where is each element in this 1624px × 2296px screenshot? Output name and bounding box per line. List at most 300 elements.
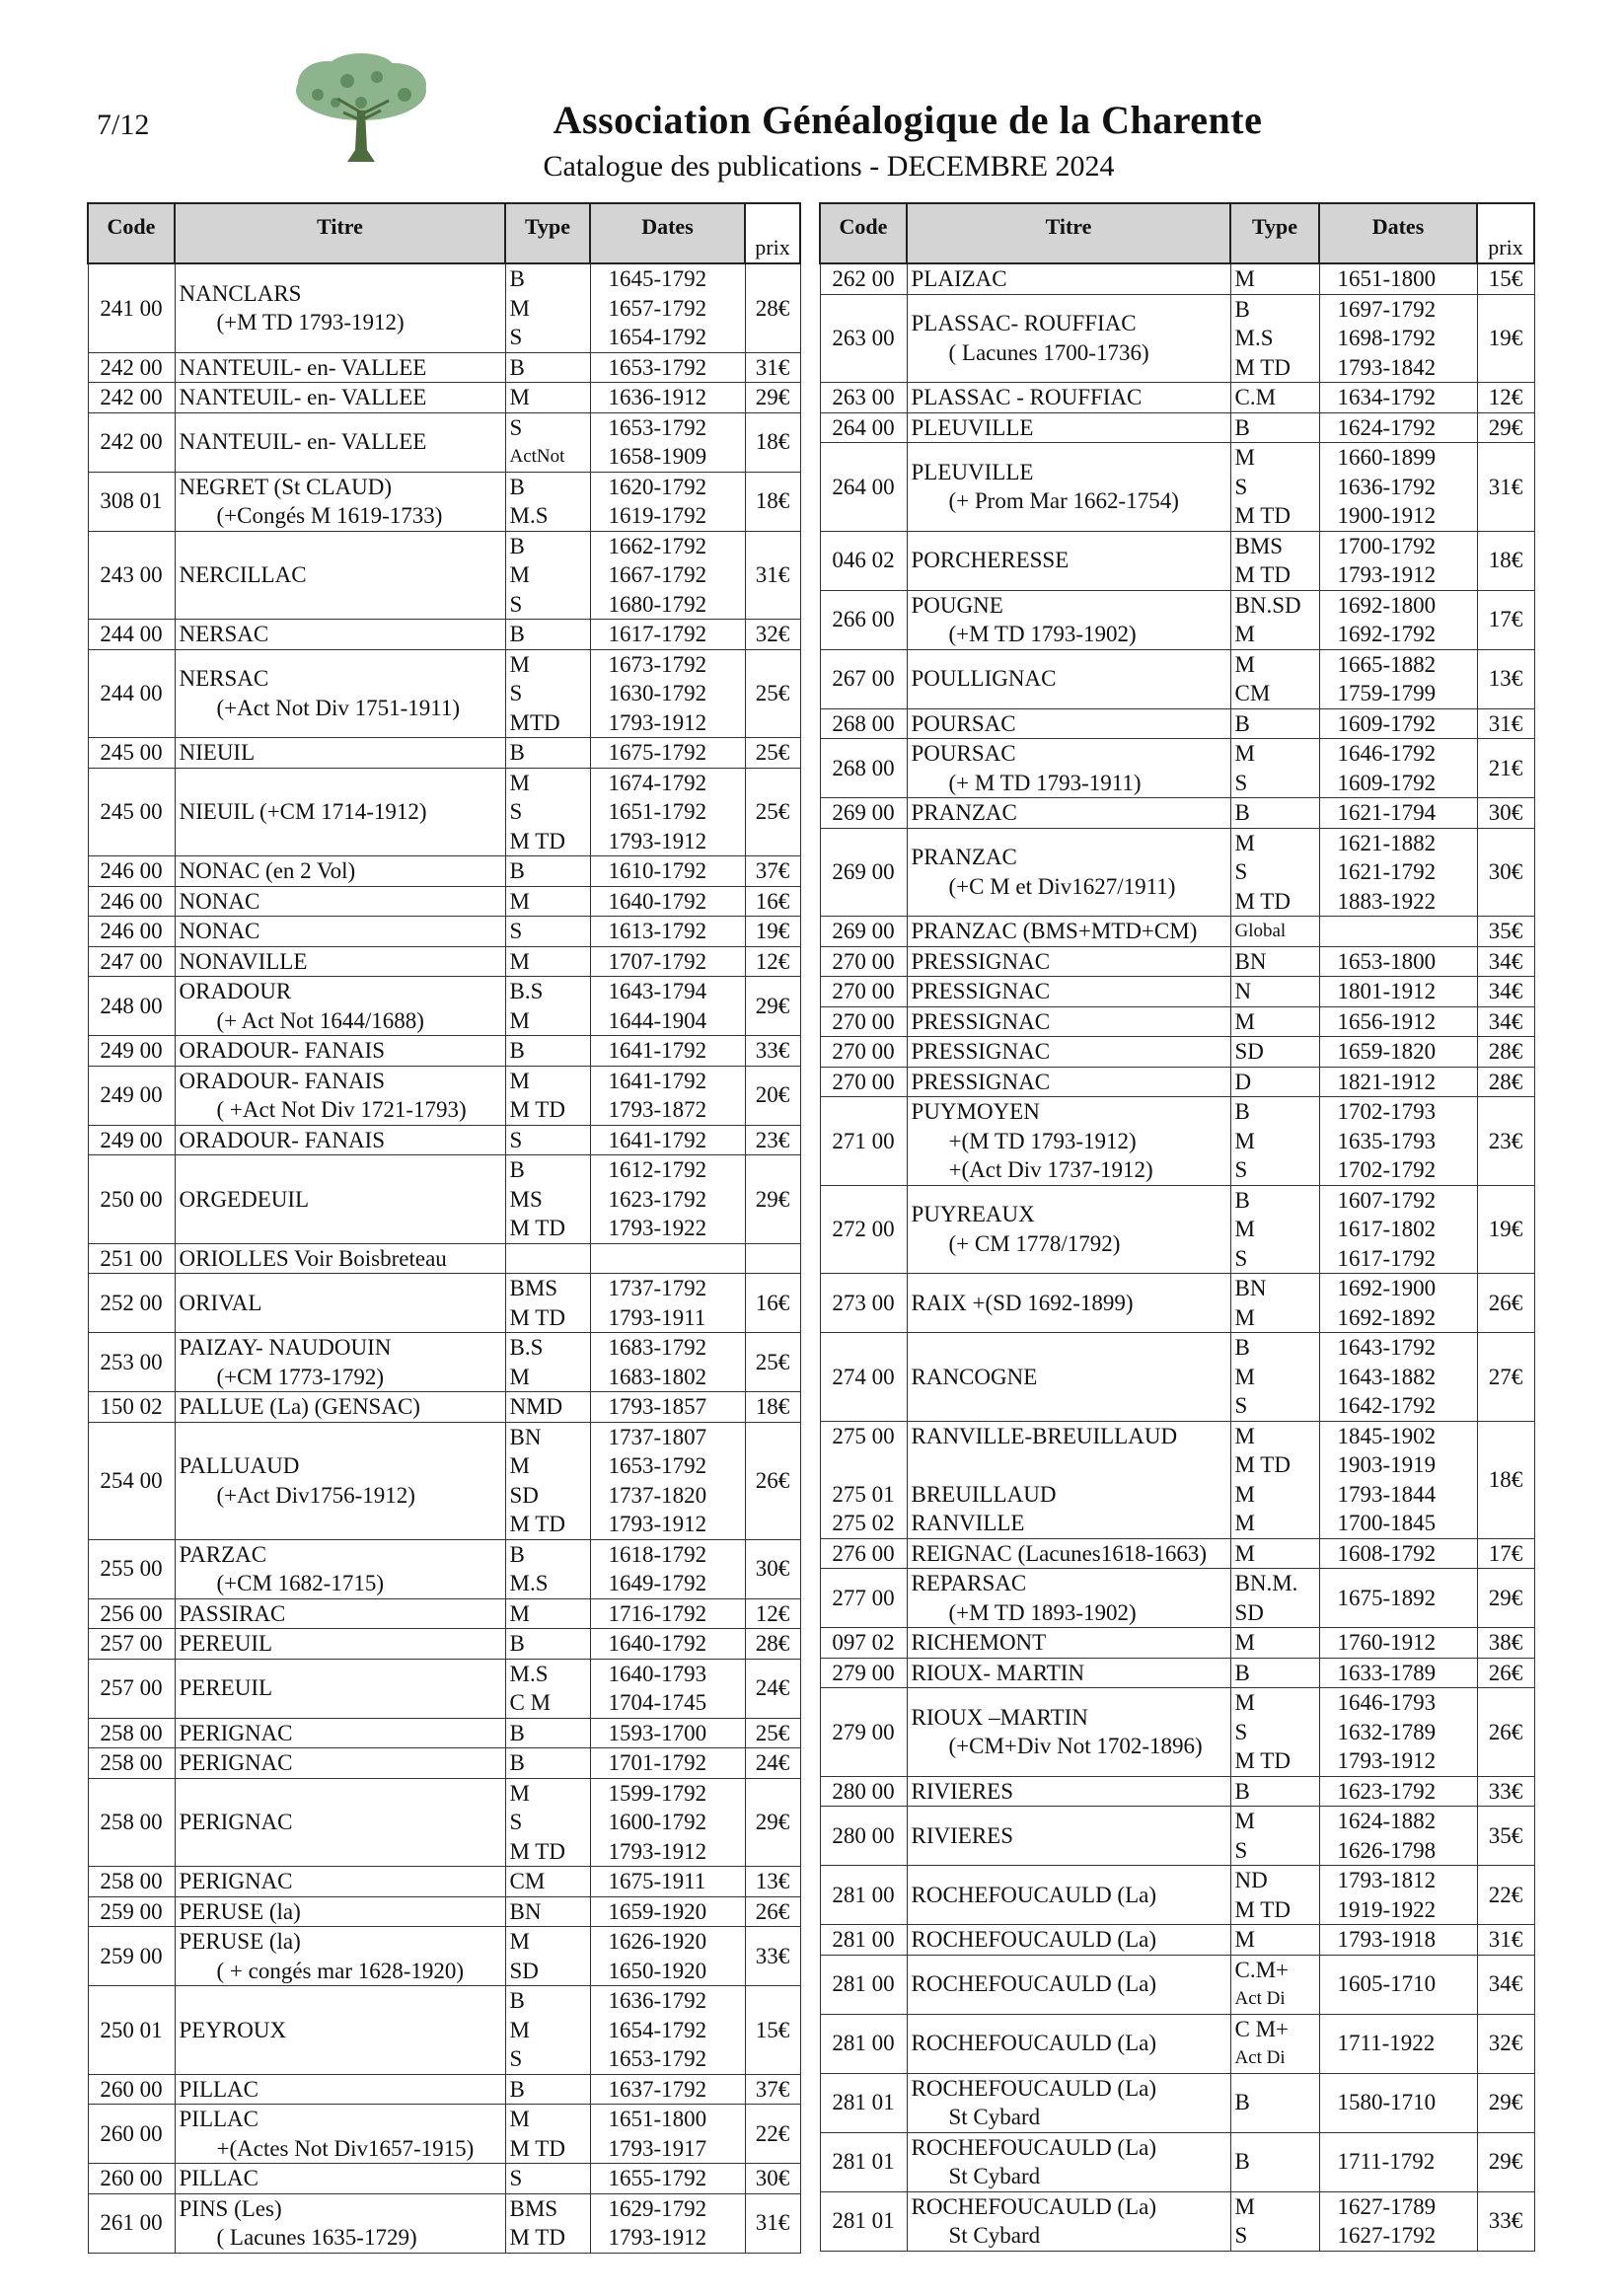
table-row	[88, 1539, 800, 1598]
price-value: 37€	[755, 2076, 790, 2102]
date-range: 1633-1789	[1337, 1660, 1437, 1685]
code-value: 046 02	[832, 548, 895, 573]
table-row	[88, 2074, 800, 2105]
commune-name: REIGNAC (Lacunes1618-1663)	[911, 1540, 1208, 1566]
code-value: 258 00	[100, 1720, 163, 1745]
date-range: 1845-1902	[1337, 1423, 1437, 1448]
type-value: S	[509, 2166, 523, 2190]
date-range: 1659-1920	[608, 1898, 707, 1924]
date-range: 1640-1792	[608, 1631, 707, 1656]
type-cell	[505, 1927, 590, 1986]
dates-cell	[590, 1718, 745, 1748]
type-value: S	[1234, 474, 1248, 499]
date-range: 1793-1912	[1337, 1748, 1437, 1773]
dates-cell	[1319, 1955, 1477, 2014]
date-range: 1607-1792	[1337, 1187, 1437, 1213]
title-cell	[175, 1896, 505, 1927]
title-note: BREUILLAUD	[911, 1481, 1057, 1507]
date-range: 1683-1802	[608, 1364, 707, 1389]
type-value: SD	[1234, 1039, 1264, 1064]
date-range: 1793-1912	[1337, 562, 1437, 587]
table-row	[820, 412, 1534, 443]
date-range: 1627-1792	[1337, 2223, 1437, 2248]
price-value: 21€	[1488, 755, 1523, 780]
dates-cell	[590, 1629, 745, 1660]
commune-name: ROCHEFOUCAULD (La)	[911, 1927, 1157, 1952]
dates-cell	[1319, 1628, 1477, 1659]
date-range: 1612-1792	[608, 1157, 707, 1182]
type-cell	[1230, 2014, 1319, 2073]
commune-name: PLASSAC- ROUFFIAC	[911, 311, 1137, 336]
code-cell	[820, 412, 907, 443]
price-value: 28€	[755, 295, 790, 321]
dates-cell	[590, 1986, 745, 2075]
price-cell	[1477, 1658, 1534, 1688]
dates-cell	[1319, 2132, 1477, 2191]
type-value: C.M	[1234, 385, 1277, 409]
commune-name: ORADOUR	[179, 979, 292, 1003]
date-range: 1623-1792	[1337, 1778, 1437, 1804]
dates-cell	[1319, 294, 1477, 383]
commune-name: RANVILLE-BREUILLAUD	[911, 1423, 1178, 1448]
price-value	[770, 1246, 775, 1271]
table-row	[88, 1274, 800, 1333]
date-range: 1593-1700	[608, 1720, 707, 1745]
commune-name: ROCHEFOUCAULD (La)	[911, 2075, 1157, 2101]
title-cell	[907, 1421, 1230, 1538]
type-value: M TD	[509, 1838, 565, 1864]
price-value: 15€	[755, 2017, 790, 2042]
title-cell	[907, 2132, 1230, 2191]
type-cell	[1230, 946, 1319, 977]
code-cell	[820, 1658, 907, 1688]
code-cell	[820, 739, 907, 798]
price-value: 30€	[1488, 800, 1523, 825]
price-value: 31€	[755, 2210, 790, 2236]
price-value: 19€	[1488, 326, 1523, 350]
price-cell	[1477, 2191, 1534, 2251]
code-cell	[820, 1185, 907, 1274]
date-range: 1707-1792	[608, 948, 707, 974]
table-row	[820, 1658, 1534, 1688]
title-cell	[907, 1688, 1230, 1777]
type-cell	[1230, 1421, 1319, 1538]
price-value: 22€	[1488, 1882, 1523, 1907]
title-cell	[907, 1274, 1230, 1333]
price-value: 25€	[755, 681, 790, 705]
code-value: 279 00	[832, 1719, 895, 1744]
code-value: 258 00	[100, 1750, 163, 1775]
type-value: M	[509, 385, 530, 409]
type-value: M	[1234, 1690, 1255, 1715]
code-value: 268 00	[832, 710, 895, 736]
code-cell	[88, 2074, 175, 2105]
dates-cell	[590, 1125, 745, 1155]
price-value: 26€	[1488, 1660, 1523, 1685]
code-value: 252 00	[100, 1290, 163, 1315]
code-value: 247 00	[100, 948, 163, 974]
type-cell	[505, 886, 590, 917]
table-row	[88, 977, 800, 1036]
code-cell	[88, 1867, 175, 1897]
dates-cell	[1319, 1925, 1477, 1956]
code-cell	[820, 2132, 907, 2191]
table-row	[88, 1036, 800, 1067]
price-value: 29€	[755, 385, 790, 409]
table-row	[88, 620, 800, 650]
code-value: 281 01	[832, 2090, 895, 2115]
type-cell	[505, 917, 590, 947]
code-cell	[88, 1066, 175, 1125]
catalogue-table-right	[819, 202, 1535, 2252]
date-range: 1641-1792	[608, 1127, 707, 1152]
date-range: 1619-1792	[608, 503, 707, 528]
commune-name: PALLUAUD	[179, 1453, 300, 1478]
table-row	[88, 1718, 800, 1748]
dates-cell	[590, 2074, 745, 2105]
code-value: 270 00	[832, 1039, 895, 1064]
code-cell	[88, 1274, 175, 1333]
type-value: M.S	[509, 1571, 549, 1595]
organization-title: Association Généalogique de la Charente	[553, 98, 1263, 142]
title-cell	[907, 977, 1230, 1007]
title-note: (+Congés M 1619-1733)	[216, 503, 443, 528]
date-range: 1653-1792	[608, 1453, 707, 1478]
table-row	[820, 1538, 1534, 1569]
dates-cell	[1319, 1688, 1477, 1777]
price-cell	[745, 1422, 800, 1539]
type-value: M TD	[1234, 503, 1291, 528]
title-note: +(M TD 1793-1912)	[948, 1128, 1137, 1153]
title-cell	[907, 828, 1230, 917]
price-cell	[745, 1748, 800, 1779]
date-range: 1653-1792	[608, 2046, 707, 2071]
title-note: +(Actes Not Div1657-1915)	[216, 2135, 475, 2161]
code-cell	[88, 620, 175, 650]
type-cell	[1230, 590, 1319, 649]
code-cell	[820, 1274, 907, 1333]
table-row	[88, 1986, 800, 2075]
price-value: 25€	[755, 740, 790, 765]
date-range: 1675-1792	[608, 740, 707, 765]
table-row	[88, 1392, 800, 1423]
code-value: 308 01	[100, 488, 163, 514]
date-range: 1626-1920	[608, 1929, 707, 1954]
code-cell	[820, 649, 907, 708]
price-cell	[1477, 443, 1534, 532]
dates-cell	[1319, 798, 1477, 829]
dates-cell	[1319, 2191, 1477, 2251]
commune-name: ORGEDEUIL	[179, 1186, 310, 1212]
table-row	[820, 1866, 1534, 1925]
title-cell	[175, 1659, 505, 1718]
type-cell	[505, 768, 590, 856]
price-cell	[745, 738, 800, 769]
title-cell	[175, 1274, 505, 1333]
code-value: 279 00	[832, 1660, 895, 1685]
date-range: 1657-1792	[608, 295, 707, 321]
code-cell	[88, 2193, 175, 2253]
type-cell	[1230, 1776, 1319, 1807]
type-cell	[1230, 798, 1319, 829]
price-cell	[745, 1659, 800, 1718]
code-cell	[820, 1097, 907, 1186]
dates-cell	[590, 1659, 745, 1718]
title-cell	[907, 263, 1230, 294]
title-cell	[175, 2074, 505, 2105]
dates-cell	[590, 1896, 745, 1927]
commune-name: PRANZAC	[911, 845, 1017, 870]
dates-cell	[1319, 977, 1477, 1007]
type-value: S	[509, 2046, 523, 2071]
dates-cell	[1319, 2073, 1477, 2132]
dates-cell	[1319, 1274, 1477, 1333]
commune-name: NONAC	[179, 888, 260, 914]
price-value: 18€	[755, 1394, 790, 1419]
code-value: 249 00	[100, 1127, 163, 1152]
dates-cell	[1319, 263, 1477, 294]
price-cell	[1477, 1688, 1534, 1777]
price-value: 22€	[755, 2120, 790, 2146]
type-cell	[1230, 263, 1319, 294]
code-value: 263 00	[832, 385, 895, 409]
price-value: 23€	[755, 1127, 790, 1152]
code-value: 258 00	[100, 1810, 163, 1834]
price-value: 31€	[755, 562, 790, 587]
date-range: 1642-1792	[1337, 1393, 1437, 1418]
price-value: 29€	[1488, 414, 1523, 440]
title-cell	[907, 1807, 1230, 1866]
title-note: St Cybard	[948, 2223, 1041, 2248]
table-row	[88, 1629, 800, 1660]
price-cell	[745, 2193, 800, 2253]
price-value: 30€	[1488, 859, 1523, 884]
type-value: M TD	[1234, 1896, 1291, 1922]
code-cell	[820, 1925, 907, 1956]
code-cell	[820, 1866, 907, 1925]
column-header-prix: prix	[745, 203, 800, 263]
price-cell	[1477, 798, 1534, 829]
date-range: 1654-1792	[608, 325, 707, 349]
code-value: 248 00	[100, 993, 163, 1018]
date-range: 1759-1799	[1337, 681, 1437, 705]
title-note: ( Lacunes 1700-1736)	[948, 339, 1149, 365]
type-cell	[505, 1986, 590, 2075]
price-cell	[745, 856, 800, 887]
table-row	[820, 1955, 1534, 2014]
dates-cell	[1319, 917, 1477, 947]
dates-cell	[590, 2193, 745, 2253]
type-cell	[1230, 294, 1319, 383]
date-range: 1645-1792	[608, 266, 707, 291]
type-value: S	[509, 919, 523, 943]
date-range: 1900-1912	[1337, 503, 1437, 528]
column-header-dates: Dates	[1319, 203, 1477, 263]
title-cell	[175, 2193, 505, 2253]
commune-name: PEREUIL	[179, 1675, 273, 1701]
price-value: 26€	[755, 1898, 790, 1924]
dates-cell	[590, 649, 745, 738]
table-row	[88, 886, 800, 917]
title-note: (+ Prom Mar 1662-1754)	[948, 488, 1179, 514]
dates-cell	[590, 620, 745, 650]
commune-name: PEREUIL	[179, 1631, 273, 1656]
code-line: 275 00	[832, 1423, 895, 1448]
type-value: MS	[509, 1186, 543, 1212]
title-cell	[907, 946, 1230, 977]
title-cell	[907, 649, 1230, 708]
type-cell	[1230, 977, 1319, 1007]
price-value: 32€	[755, 622, 790, 646]
price-cell	[745, 263, 800, 352]
type-cell	[1230, 1538, 1319, 1569]
dates-cell	[1319, 1776, 1477, 1807]
type-value: S	[509, 1810, 523, 1834]
dates-cell	[590, 263, 745, 352]
code-cell	[88, 412, 175, 472]
price-value: 34€	[1488, 979, 1523, 1003]
date-range: 1793-1842	[1337, 354, 1437, 380]
code-cell	[820, 294, 907, 383]
price-cell	[745, 1927, 800, 1986]
commune-name: NANTEUIL- en- VALLEE	[179, 385, 427, 409]
price-value: 13€	[755, 1869, 790, 1893]
price-value: 18€	[1488, 548, 1523, 573]
code-line: 275 01	[832, 1481, 895, 1507]
type-value: M TD	[509, 1097, 565, 1122]
type-cell	[505, 2193, 590, 2253]
date-range: 1793-1912	[608, 2225, 707, 2250]
price-value: 16€	[755, 888, 790, 914]
code-cell	[820, 1569, 907, 1628]
title-cell	[175, 1125, 505, 1155]
date-range: 1655-1792	[608, 2166, 707, 2190]
code-cell	[820, 1333, 907, 1422]
date-range: 1623-1792	[608, 1186, 707, 1212]
code-cell	[88, 2164, 175, 2194]
title-note: +(Act Div 1737-1912)	[948, 1157, 1153, 1182]
column-header-titre: Titre	[175, 203, 505, 263]
type-value: S	[509, 1127, 523, 1152]
type-cell	[505, 472, 590, 531]
commune-name: PRESSIGNAC	[911, 1069, 1051, 1094]
price-cell	[1477, 917, 1534, 947]
dates-cell	[1319, 1866, 1477, 1925]
date-range: 1637-1792	[608, 2076, 707, 2102]
type-cell	[1230, 1866, 1319, 1925]
dates-cell	[590, 1422, 745, 1539]
commune-name: ROCHEFOUCAULD (La)	[911, 1882, 1157, 1907]
code-value: 260 00	[100, 2076, 163, 2102]
code-cell	[88, 2105, 175, 2164]
date-range: 1636-1912	[608, 385, 707, 409]
dates-cell	[590, 1867, 745, 1897]
dates-cell	[1319, 1097, 1477, 1186]
date-range: 1600-1792	[608, 1810, 707, 1834]
type-value: BN	[509, 1898, 542, 1924]
price-cell	[1477, 828, 1534, 917]
type-value: BN	[1234, 1276, 1267, 1300]
table-row	[88, 1155, 800, 1244]
title-note: (+CM 1773-1792)	[216, 1364, 384, 1389]
type-value: B	[1234, 710, 1250, 736]
type-value: M	[1234, 1540, 1255, 1566]
table-row	[820, 590, 1534, 649]
commune-name: PRESSIGNAC	[911, 948, 1051, 974]
table-row	[88, 383, 800, 413]
dates-cell	[590, 856, 745, 887]
price-value: 12€	[1488, 385, 1523, 409]
code-cell	[88, 1718, 175, 1748]
type-value: M.S	[509, 503, 549, 528]
dates-cell	[1319, 739, 1477, 798]
code-value: 276 00	[832, 1540, 895, 1566]
dates-cell	[1319, 649, 1477, 708]
title-cell	[175, 412, 505, 472]
price-value: 34€	[1488, 1971, 1523, 1997]
date-range: 1660-1899	[1337, 445, 1437, 470]
type-value: B	[509, 858, 525, 883]
price-value: 24€	[755, 1675, 790, 1701]
dates-cell	[590, 2105, 745, 2164]
type-value: M TD	[509, 1304, 565, 1330]
date-range: 1649-1792	[608, 1571, 707, 1595]
type-cell	[505, 1066, 590, 1125]
table-row	[88, 768, 800, 856]
type-value: M	[1234, 1128, 1255, 1153]
price-value: 33€	[1488, 1778, 1523, 1804]
title-note: (+ CM 1778/1792)	[948, 1230, 1121, 1256]
date-range: 1737-1807	[608, 1424, 707, 1449]
date-range: 1580-1710	[1337, 2090, 1437, 2115]
type-value: M	[1234, 830, 1255, 855]
code-value: 268 00	[832, 755, 895, 780]
type-value: M	[509, 1068, 530, 1093]
title-cell	[907, 1333, 1230, 1422]
type-value: S	[509, 414, 523, 440]
price-cell	[745, 472, 800, 531]
dates-cell	[590, 768, 745, 856]
commune-name: PILLAC	[179, 2107, 258, 2131]
title-cell	[907, 917, 1230, 947]
code-cell	[820, 443, 907, 532]
type-cell	[505, 1333, 590, 1392]
type-value: BMS	[509, 1276, 558, 1300]
type-value: M TD	[509, 2135, 565, 2161]
date-range: 1621-1792	[1337, 859, 1437, 884]
price-value: 33€	[1488, 2208, 1523, 2234]
code-cell	[820, 590, 907, 649]
commune-name: PARZAC	[179, 1541, 267, 1567]
price-cell	[745, 1629, 800, 1660]
date-range: 1793-1912	[608, 828, 707, 853]
table-row	[88, 1422, 800, 1539]
type-value: B	[509, 533, 525, 558]
table-row	[88, 1748, 800, 1779]
code-value: 250 00	[100, 1186, 163, 1212]
type-value: Act Di	[1234, 2047, 1286, 2068]
table-row	[820, 1807, 1534, 1866]
column-header-code: Code	[88, 203, 175, 263]
price-cell	[1477, 946, 1534, 977]
title-cell	[175, 768, 505, 856]
type-value: CM	[509, 1869, 546, 1893]
type-value: C.M+	[1234, 1957, 1290, 1982]
dates-cell	[590, 1155, 745, 1244]
code-line	[825, 1450, 903, 1480]
commune-name: ORADOUR- FANAIS	[179, 1038, 386, 1063]
table-row	[820, 828, 1534, 917]
